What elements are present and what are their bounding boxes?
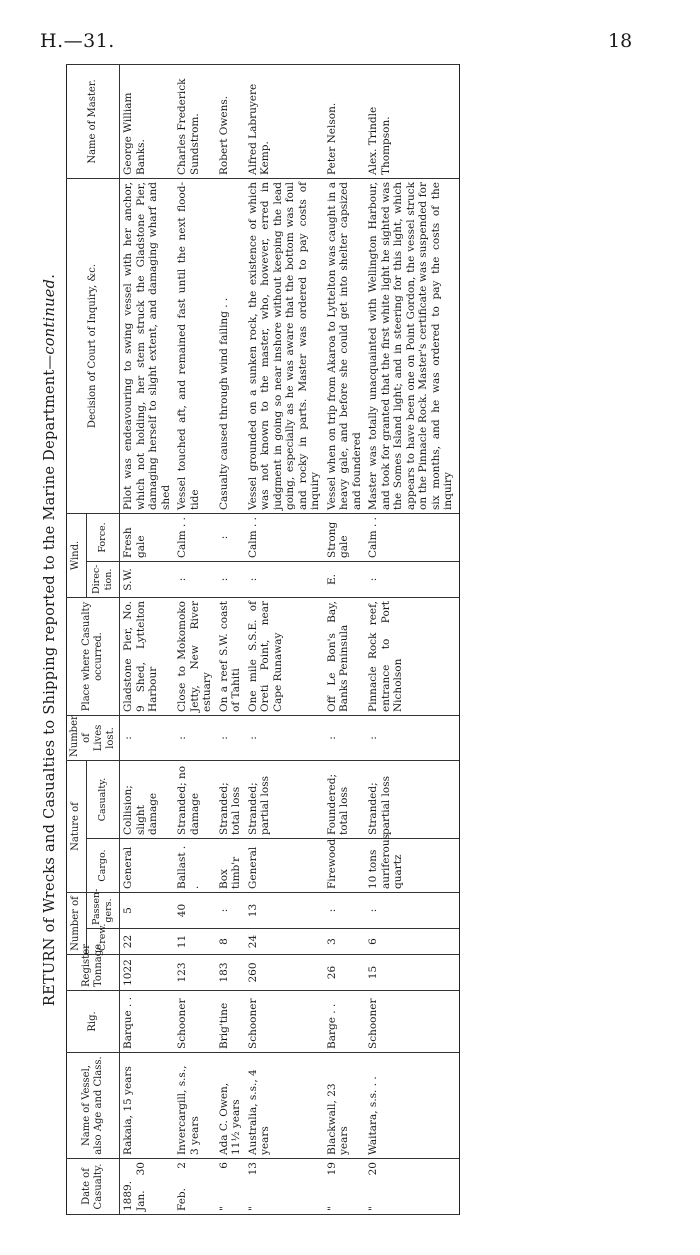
cell-day: 13 (246, 1162, 259, 1176)
cell-lives: : (324, 716, 366, 761)
col-number-of: Number of (67, 893, 87, 955)
cell-month: Jan. (134, 1190, 147, 1211)
cell-tonnage: 1022 (120, 955, 175, 991)
cell-rig: Schooner (365, 991, 460, 1053)
cell-decision: Vessel grounded on a sunken rock, the existence of which was not known to the master, who, however, erred in judgment in going so near inshore without keeping the lead going, especially as he was aware that the bottom was foul and rocky in parts. Master was ordered to pay costs of inquiry (245, 178, 324, 513)
cell-place: Pinnacle Rock reef, entrance to Port Nicholson (365, 598, 460, 716)
cell-lives: : (365, 716, 460, 761)
cell-month: " (217, 1206, 230, 1211)
col-decision: Decision of Court of Inquiry, &c. (67, 178, 120, 513)
table-row (245, 64, 324, 1214)
col-crew: Crew. (86, 929, 119, 955)
cell-lives: : (174, 716, 216, 761)
cell-direction: : (216, 562, 245, 598)
cell-direction: : (365, 562, 460, 598)
cell-passengers: : (216, 893, 245, 929)
cell-date (216, 1159, 245, 1215)
cell-cargo: Box timb'r (216, 839, 245, 893)
cell-master: Alex. Trindle Thompson. (365, 64, 460, 178)
cell-casualty: Foundered; total loss (324, 761, 366, 839)
col-direction: Direc-tion. (86, 562, 119, 598)
cell-casualty: Collision; slight damage (120, 761, 175, 839)
cell-rig: Barge . . (324, 991, 366, 1053)
col-nature-of: Nature of (67, 761, 87, 893)
cell-master: Charles Frederick Sundstrom. (174, 64, 216, 178)
table-row (120, 64, 175, 1214)
cell-vessel: Australia, s.s., 4 years (245, 1053, 324, 1159)
cell-force: Strong gale (324, 513, 366, 561)
cell-place: One mile S.S.E. of Oreti Point, near Cape Runaway (245, 598, 324, 716)
cell-day: 2 (176, 1162, 188, 1169)
table-wrapper (66, 65, 460, 1215)
cell-vessel: Ada C. Owen, 11½ years (216, 1053, 245, 1159)
table-title-main: RETURN of Wrecks and Casualties to Shipping reported to the Marine Department (42, 369, 58, 1007)
cell-rig: Brig'tine (216, 991, 245, 1053)
cell-vessel: Waitara, s.s. . . (365, 1053, 460, 1159)
cell-force: Calm . . (365, 513, 460, 561)
table-title-continued: —continued. (42, 273, 58, 370)
cell-lives: : (245, 716, 324, 761)
col-lives: Number of Lives lost. (67, 716, 120, 761)
cell-cargo: 10 tons auriferous quartz (365, 839, 460, 893)
cell-passengers: : (324, 893, 366, 929)
cell-day: 19 (325, 1162, 338, 1176)
cell-tonnage: 260 (245, 955, 324, 991)
cell-tonnage: 15 (365, 955, 460, 991)
cell-passengers: 13 (245, 893, 324, 929)
cell-force: Fresh gale (120, 513, 175, 561)
cell-direction: : (245, 562, 324, 598)
cell-year: 1889. (122, 1180, 134, 1211)
col-cargo: Cargo. (86, 839, 119, 893)
table-row (324, 64, 366, 1214)
cell-force: Calm . . (245, 513, 324, 561)
cell-crew: 3 (324, 929, 366, 955)
cell-place: Off Le Bon's Bay, Banks Peninsula (324, 598, 366, 716)
cell-tonnage: 183 (216, 955, 245, 991)
cell-month: " (367, 1206, 379, 1211)
col-passengers: Passen-gers. (86, 893, 119, 929)
cell-decision: Pilot was endeavouring to swing vessel with her anchor, which not holding, her stem struck the Gladstone Pier, damaging herself to slight extent, and damaging wharf and shed (120, 178, 175, 513)
cell-passengers: : (365, 893, 460, 929)
cell-vessel: Rakaia, 15 years (120, 1053, 175, 1159)
cell-direction: E. (324, 562, 366, 598)
cell-decision: Vessel touched aft, and remained fast until the next flood-tide (174, 178, 216, 513)
col-date: Date of Casualty. (67, 1159, 120, 1215)
cell-decision: Master was totally unacquainted with Wellington Harbour, and took for granted that the first white light he sighted was the Somes Island light; and in steering for this light, which appears to have been one on Point Gordon, the vessel struck on the Pinnacle Rock. Master's certificate was suspended for six months, and he was ordered to pay the costs of the inquiry (365, 178, 460, 513)
cell-force: : (216, 513, 245, 561)
cell-master: Peter Nelson. (324, 64, 366, 178)
table-row (216, 64, 245, 1214)
cell-casualty: Stranded; total loss (216, 761, 245, 839)
col-vessel: Name of Vessel, also Age and Class. (67, 1053, 120, 1159)
cell-crew: 22 (120, 929, 175, 955)
cell-day: 30 (134, 1162, 147, 1176)
cell-rig: Schooner (174, 991, 216, 1053)
cell-date (174, 1159, 216, 1215)
cell-tonnage: 26 (324, 955, 366, 991)
cell-decision: Vessel when on trip from Akaroa to Lyttelton was caught in a heavy gale, and before she could get into shelter capsized and foundered (324, 178, 366, 513)
col-force: Force. (86, 513, 119, 561)
cell-month: " (325, 1206, 338, 1211)
cell-rig: Schooner (245, 991, 324, 1053)
wrecks-table (66, 64, 460, 1215)
page-number: 18 (608, 30, 633, 52)
cell-passengers: 40 (174, 893, 216, 929)
cell-master: George William Banks. (120, 64, 175, 178)
col-rig: Rig. (67, 991, 120, 1053)
cell-master: Robert Owens. (216, 64, 245, 178)
cell-place: On a reef S.W. coast of Tahiti (216, 598, 245, 716)
rotated-table-region (38, 65, 538, 1215)
page-reference: H.—31. (40, 30, 115, 52)
col-wind: Wind. (67, 513, 87, 597)
col-tonnage: Register Tonnage. (67, 955, 120, 991)
cell-cargo: General (120, 839, 175, 893)
cell-casualty: Stranded; partial loss (365, 761, 460, 839)
cell-place: Close to Mokomoko Jetty, New River estuary (174, 598, 216, 716)
table-title (38, 65, 62, 1215)
cell-cargo: General (245, 839, 324, 893)
col-casualty: Casualty. (86, 761, 119, 839)
cell-cargo: Ballast . . (174, 839, 216, 893)
cell-vessel: Blackwall, 23 years (324, 1053, 366, 1159)
col-place: Place where Casualty occurred. (67, 598, 120, 716)
cell-day: 20 (367, 1162, 379, 1176)
cell-crew: 8 (216, 929, 245, 955)
cell-direction: : (174, 562, 216, 598)
cell-vessel: Invercargill, s.s., 3 years (174, 1053, 216, 1159)
cell-crew: 11 (174, 929, 216, 955)
cell-force: Calm . . (174, 513, 216, 561)
cell-date (324, 1159, 366, 1215)
cell-casualty: Stranded; partial loss (245, 761, 324, 839)
cell-place: Gladstone Pier, No. 9 Shed, Lyttelton Harbour (120, 598, 175, 716)
cell-master: Alfred Labruyere Kemp. (245, 64, 324, 178)
table-row (174, 64, 216, 1214)
cell-passengers: 5 (120, 893, 175, 929)
cell-tonnage: 123 (174, 955, 216, 991)
cell-lives: : (216, 716, 245, 761)
cell-date (120, 1159, 175, 1215)
cell-decision: Casualty caused through wind failing . . (216, 178, 245, 513)
cell-rig: Barque . . (120, 991, 175, 1053)
cell-date (245, 1159, 324, 1215)
cell-month: Feb. (176, 1188, 188, 1211)
table-row (365, 64, 460, 1214)
cell-casualty: Stranded; no damage (174, 761, 216, 839)
cell-month: " (246, 1206, 259, 1211)
cell-direction: S.W. (120, 562, 175, 598)
cell-date (365, 1159, 460, 1215)
cell-crew: 24 (245, 929, 324, 955)
cell-crew: 6 (365, 929, 460, 955)
cell-cargo: Firewood (324, 839, 366, 893)
cell-lives: : (120, 716, 175, 761)
cell-day: 6 (217, 1162, 230, 1169)
col-master: Name of Master. (67, 64, 120, 178)
